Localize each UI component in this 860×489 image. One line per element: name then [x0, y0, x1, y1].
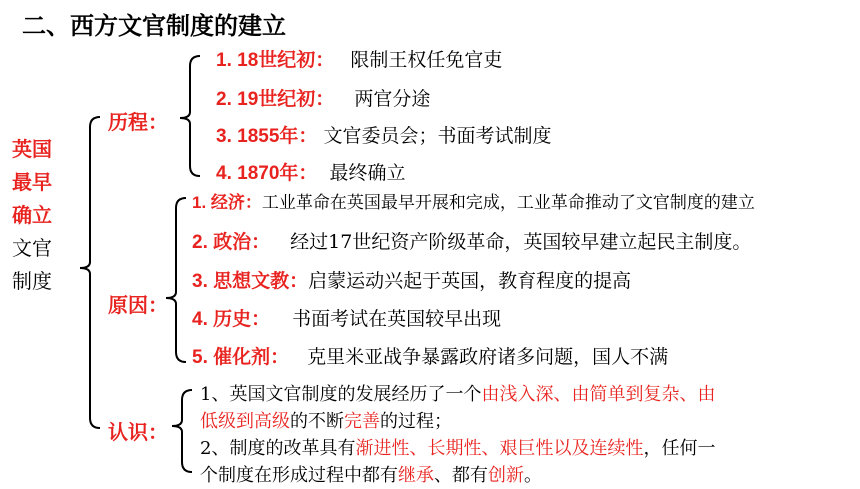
category-history: 历程： — [108, 110, 168, 134]
recognition-segment-highlight: 低级到高级 — [200, 411, 290, 432]
history-item — [216, 121, 551, 148]
reason-item-number: 1. 经济： — [192, 193, 262, 212]
recognition-line — [200, 435, 715, 462]
recognition-line — [200, 462, 715, 489]
recognition-segment: 1、英国文官制度的发展经历了一个 — [200, 384, 482, 405]
reason-item-number: 2. 政治： — [192, 232, 271, 253]
history-item — [216, 158, 405, 185]
recognition-segment: 的过程； — [380, 411, 452, 432]
history-item — [216, 45, 502, 72]
reason-item-text: 启蒙运动兴起于英国，教育程度的提高 — [308, 270, 632, 292]
recognition-segment-highlight: 渐进性、长期性、艰巨性以及连续性 — [355, 438, 644, 459]
reason-item — [192, 304, 501, 331]
recognition-segment-highlight: 继承 — [398, 465, 434, 486]
page-title: 二、西方文官制度的建立 — [22, 12, 286, 40]
recognition-segment: 的不断 — [290, 411, 344, 432]
history-item-text: 文官委员会；书面考试制度 — [323, 125, 552, 147]
recognition-segment: 。 — [524, 465, 542, 486]
recognition-segment: 2、制度的改革具有 — [200, 438, 356, 459]
recognition-line — [200, 381, 715, 408]
history-item-text: 最终确立 — [329, 162, 406, 184]
reason-item-number: 5. 催化剂： — [192, 347, 290, 368]
history-item-number: 1. 18世纪初： — [216, 50, 335, 71]
reason-item — [192, 342, 668, 369]
left-label-line: 英国 — [12, 137, 52, 161]
reason-item-text: 工业革命在英国最早开展和完成，工业革命推动了文官制度的建立 — [261, 193, 755, 213]
history-item — [216, 84, 430, 111]
recognition-segment: 、都有 — [434, 465, 488, 486]
category-recognition: 认识： — [108, 420, 168, 444]
category-reasons: 原因： — [108, 293, 168, 317]
reason-item — [192, 227, 751, 254]
reason-item-text: 克里米亚战争暴露政府诸多问题，国人不满 — [307, 346, 669, 368]
recognition-segment: ，任何一 — [643, 438, 716, 459]
reason-item-text: 经过17世纪资产阶级革命，英国较早建立起民主制度。 — [290, 231, 752, 253]
history-item-text: 限制王权任免官吏 — [350, 49, 503, 71]
history-item-number: 4. 1870年： — [216, 163, 318, 184]
left-label-line: 最早 — [12, 170, 52, 194]
reason-item-number: 4. 历史： — [192, 309, 271, 330]
left-label-line: 制度 — [12, 269, 52, 293]
reason-item-text: 书面考试在英国较早出现 — [292, 308, 502, 330]
left-label-line: 确立 — [12, 203, 52, 227]
reason-item — [192, 266, 631, 293]
recognition-segment-highlight: 创新 — [488, 465, 524, 486]
history-item-number: 3. 1855年： — [216, 126, 318, 147]
left-label-line: 文官 — [12, 236, 52, 260]
recognition-segment-highlight: 完善 — [344, 411, 380, 432]
recognition-segment: 个制度在形成过程中都有 — [200, 465, 398, 486]
history-item-number: 2. 19世纪初： — [216, 89, 335, 110]
recognition-paragraph — [200, 381, 715, 489]
reason-item — [192, 188, 755, 213]
recognition-line — [200, 408, 715, 435]
reason-item-number: 3. 思想文教： — [192, 271, 309, 292]
recognition-segment-highlight: 由浅入深、由简单到复杂、由 — [481, 384, 716, 405]
history-item-text: 两官分途 — [354, 88, 431, 110]
